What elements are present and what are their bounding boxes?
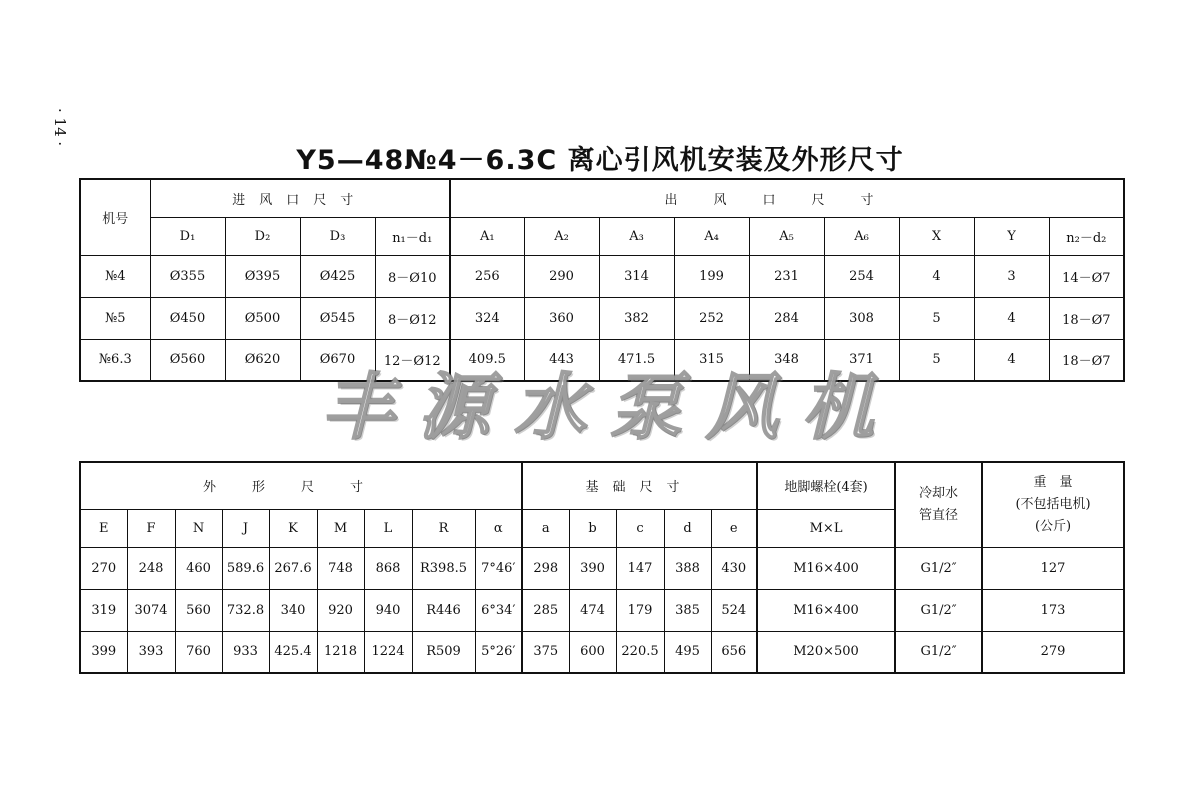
outlet-group-header: 出风口尺寸 xyxy=(450,179,1124,217)
cell: №6.3 xyxy=(80,339,150,381)
col-header: c xyxy=(616,509,664,547)
cell: 256 xyxy=(450,255,524,297)
col-header: n₁－d₁ xyxy=(375,217,450,255)
cell: 220.5 xyxy=(616,631,664,673)
cell: 560 xyxy=(175,589,222,631)
col-header: D₁ xyxy=(150,217,225,255)
cell: 252 xyxy=(674,297,749,339)
cell: 1224 xyxy=(364,631,412,673)
cell: 248 xyxy=(127,547,175,589)
col-header: R xyxy=(412,509,475,547)
cell: 308 xyxy=(824,297,899,339)
cell: M16×400 xyxy=(757,589,895,631)
cell: 8－Ø12 xyxy=(375,297,450,339)
cell: 270 xyxy=(80,547,127,589)
cell: 199 xyxy=(674,255,749,297)
weight-header xyxy=(982,462,1124,547)
watermark-text: 丰源水泵风机 xyxy=(321,365,898,449)
cell: Ø500 xyxy=(225,297,300,339)
outline-foundation-table xyxy=(79,461,1125,674)
cell: Ø620 xyxy=(225,339,300,381)
cell: Ø355 xyxy=(150,255,225,297)
cell: 324 xyxy=(450,297,524,339)
cell: 425.4 xyxy=(269,631,317,673)
col-header: F xyxy=(127,509,175,547)
cell: Ø395 xyxy=(225,255,300,297)
cell: 4 xyxy=(974,339,1049,381)
cell: 147 xyxy=(616,547,664,589)
cell: 360 xyxy=(524,297,599,339)
cell: 319 xyxy=(80,589,127,631)
col-header: d xyxy=(664,509,711,547)
bolt-group-header: 地脚螺栓(4套) xyxy=(757,462,895,509)
col-header: M xyxy=(317,509,364,547)
cell: 12－Ø12 xyxy=(375,339,450,381)
cell: 920 xyxy=(317,589,364,631)
table-row xyxy=(80,297,1124,339)
cell: 589.6 xyxy=(222,547,269,589)
cell: 495 xyxy=(664,631,711,673)
cell: Ø560 xyxy=(150,339,225,381)
cell: R446 xyxy=(412,589,475,631)
cell: 267.6 xyxy=(269,547,317,589)
col-header: a xyxy=(522,509,569,547)
cell: 393 xyxy=(127,631,175,673)
cell: 430 xyxy=(711,547,757,589)
col-header: A₂ xyxy=(524,217,599,255)
table-row xyxy=(80,339,1124,381)
cell: 940 xyxy=(364,589,412,631)
col-header: A₅ xyxy=(749,217,824,255)
cell: 314 xyxy=(599,255,674,297)
table-row xyxy=(80,631,1124,673)
page-number: · 14 · xyxy=(51,108,69,147)
table-row xyxy=(80,589,1124,631)
cell: 388 xyxy=(664,547,711,589)
cell: 1218 xyxy=(317,631,364,673)
cell: 5 xyxy=(899,297,974,339)
cell: 18－Ø7 xyxy=(1049,297,1124,339)
cell: 6°34′ xyxy=(475,589,522,631)
cell: 290 xyxy=(524,255,599,297)
col-header: α xyxy=(475,509,522,547)
cell: 474 xyxy=(569,589,616,631)
cell: Ø545 xyxy=(300,297,375,339)
foundation-group-header: 基础尺寸 xyxy=(522,462,757,509)
col-header: e xyxy=(711,509,757,547)
cell: №5 xyxy=(80,297,150,339)
cooling-header xyxy=(895,462,982,547)
model-header: 机号 xyxy=(80,179,150,255)
cell: 385 xyxy=(664,589,711,631)
cell: 524 xyxy=(711,589,757,631)
col-header: Y xyxy=(974,217,1049,255)
col-header: D₃ xyxy=(300,217,375,255)
cell: 4 xyxy=(899,255,974,297)
cell: Ø450 xyxy=(150,297,225,339)
col-header: J xyxy=(222,509,269,547)
cooling-header-line1: 冷却水 xyxy=(919,485,959,501)
col-header: A₁ xyxy=(450,217,524,255)
page-title: Y5—48№4－6.3C 离心引风机安装及外形尺寸 xyxy=(296,145,904,176)
cell: 127 xyxy=(982,547,1124,589)
col-header: E xyxy=(80,509,127,547)
cell: G1/2″ xyxy=(895,547,982,589)
cell: 8－Ø10 xyxy=(375,255,450,297)
cell: 284 xyxy=(749,297,824,339)
cell: 748 xyxy=(317,547,364,589)
table1-header-row xyxy=(80,217,1124,255)
cooling-header-line2: 管直径 xyxy=(919,507,959,523)
cell: 254 xyxy=(824,255,899,297)
inlet-outlet-dimensions-table xyxy=(79,178,1125,382)
cell: 5°26′ xyxy=(475,631,522,673)
cell: 399 xyxy=(80,631,127,673)
cell: 340 xyxy=(269,589,317,631)
cell: 732.8 xyxy=(222,589,269,631)
cell: 656 xyxy=(711,631,757,673)
cell: M16×400 xyxy=(757,547,895,589)
cell: 933 xyxy=(222,631,269,673)
cell: 375 xyxy=(522,631,569,673)
cell: 348 xyxy=(749,339,824,381)
outline-group-header: 外形尺寸 xyxy=(80,462,522,509)
col-header: D₂ xyxy=(225,217,300,255)
weight-header-line3: (公斤) xyxy=(1034,518,1072,534)
col-header: A₃ xyxy=(599,217,674,255)
cell: G1/2″ xyxy=(895,589,982,631)
cell: 760 xyxy=(175,631,222,673)
col-header: L xyxy=(364,509,412,547)
cell: 4 xyxy=(974,297,1049,339)
cell: 371 xyxy=(824,339,899,381)
cell: 231 xyxy=(749,255,824,297)
cell: G1/2″ xyxy=(895,631,982,673)
cell: 600 xyxy=(569,631,616,673)
cell: 18－Ø7 xyxy=(1049,339,1124,381)
cell: 14－Ø7 xyxy=(1049,255,1124,297)
cell: 382 xyxy=(599,297,674,339)
cell: 409.5 xyxy=(450,339,524,381)
col-header: A₄ xyxy=(674,217,749,255)
cell: 443 xyxy=(524,339,599,381)
cell: 179 xyxy=(616,589,664,631)
cell: 3074 xyxy=(127,589,175,631)
table-row xyxy=(80,255,1124,297)
col-header: N xyxy=(175,509,222,547)
col-header: n₂－d₂ xyxy=(1049,217,1124,255)
cell: 471.5 xyxy=(599,339,674,381)
col-header: A₆ xyxy=(824,217,899,255)
col-header: X xyxy=(899,217,974,255)
inlet-group-header: 进风口尺寸 xyxy=(150,179,450,217)
cell: M20×500 xyxy=(757,631,895,673)
cell: 390 xyxy=(569,547,616,589)
cell: 3 xyxy=(974,255,1049,297)
weight-header-line1: 重 量 xyxy=(1033,474,1073,490)
cell: R398.5 xyxy=(412,547,475,589)
cell: №4 xyxy=(80,255,150,297)
cell: 7°46′ xyxy=(475,547,522,589)
cell: 298 xyxy=(522,547,569,589)
cell: 460 xyxy=(175,547,222,589)
cell: 285 xyxy=(522,589,569,631)
cell: 279 xyxy=(982,631,1124,673)
weight-header-line2: (不包括电机) xyxy=(1015,496,1091,512)
cell: 315 xyxy=(674,339,749,381)
col-header: b xyxy=(569,509,616,547)
cell: 173 xyxy=(982,589,1124,631)
cell: Ø425 xyxy=(300,255,375,297)
col-header: M×L xyxy=(757,509,895,547)
cell: 5 xyxy=(899,339,974,381)
cell: 868 xyxy=(364,547,412,589)
cell: Ø670 xyxy=(300,339,375,381)
col-header: K xyxy=(269,509,317,547)
table-row xyxy=(80,547,1124,589)
cell: R509 xyxy=(412,631,475,673)
